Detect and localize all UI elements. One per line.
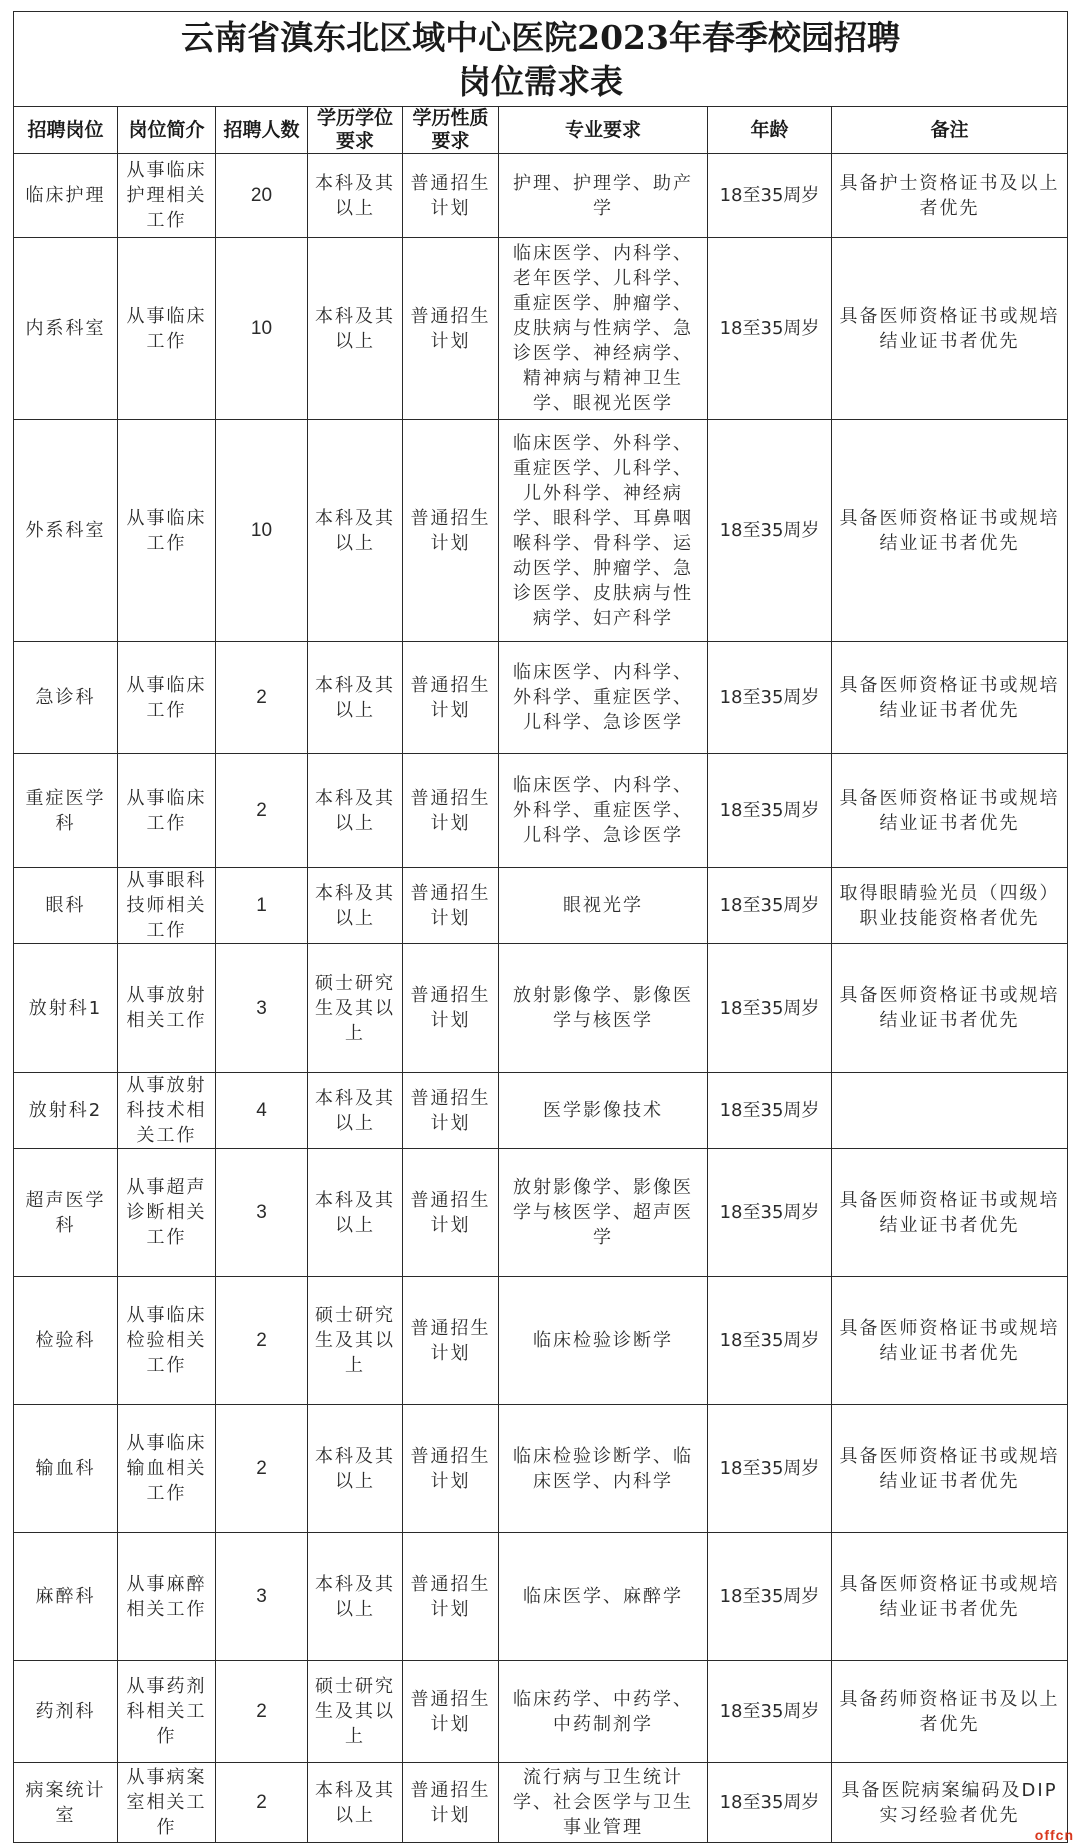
table-row [14,1405,1068,1533]
cell-education: 本科及其以上 [308,754,403,868]
cell-description: 从事临床工作 [118,238,216,420]
cell-remarks: 具备医师资格证书或规培结业证书者优先 [832,238,1068,420]
cell-age: 18至35周岁 [708,1763,832,1843]
cell-age: 18至35周岁 [708,754,832,868]
cell-major: 流行病与卫生统计学、社会医学与卫生事业管理 [499,1763,708,1843]
cell-education: 本科及其以上 [308,642,403,754]
cell-age: 18至35周岁 [708,1277,832,1405]
cell-education: 本科及其以上 [308,868,403,944]
cell-position: 检验科 [14,1277,118,1405]
cell-count: 2 [216,1277,308,1405]
cell-position: 外系科室 [14,420,118,642]
header-remarks: 备注 [832,107,1068,154]
cell-major: 眼视光学 [499,868,708,944]
cell-age: 18至35周岁 [708,1405,832,1533]
cell-count: 2 [216,1661,308,1763]
cell-position: 超声医学科 [14,1149,118,1277]
header-count: 招聘人数 [216,107,308,154]
cell-description: 从事放射相关工作 [118,944,216,1073]
cell-remarks: 具备医师资格证书或规培结业证书者优先 [832,1533,1068,1661]
table-row [14,642,1068,754]
cell-position: 放射科1 [14,944,118,1073]
cell-education-type: 普通招生计划 [403,1405,499,1533]
cell-education: 硕士研究生及其以上 [308,1277,403,1405]
watermark: offcn [1034,1827,1074,1843]
cell-major: 放射影像学、影像医学与核医学、超声医学 [499,1149,708,1277]
cell-age: 18至35周岁 [708,1073,832,1149]
cell-position: 重症医学科 [14,754,118,868]
table-row [14,1073,1068,1149]
cell-count: 3 [216,944,308,1073]
cell-description: 从事放射科技术相关工作 [118,1073,216,1149]
cell-description: 从事药剂科相关工作 [118,1661,216,1763]
cell-education: 本科及其以上 [308,1073,403,1149]
cell-education-type: 普通招生计划 [403,420,499,642]
recruitment-table [13,11,1068,1843]
cell-position: 药剂科 [14,1661,118,1763]
header-description: 岗位简介 [118,107,216,154]
cell-education-type: 普通招生计划 [403,1149,499,1277]
cell-education: 本科及其以上 [308,154,403,238]
cell-count: 2 [216,642,308,754]
table-row [14,1661,1068,1763]
cell-major: 放射影像学、影像医学与核医学 [499,944,708,1073]
cell-age: 18至35周岁 [708,154,832,238]
cell-education: 本科及其以上 [308,1405,403,1533]
header-education-type: 学历性质要求 [403,107,499,154]
cell-count: 10 [216,420,308,642]
cell-description: 从事临床工作 [118,420,216,642]
table-row [14,1533,1068,1661]
title-line-1: 云南省滇东北区域中心医院2023年春季校园招聘 [181,18,900,57]
table-row [14,1763,1068,1843]
recruitment-sheet [13,11,1067,1843]
header-position: 招聘岗位 [14,107,118,154]
cell-position: 临床护理 [14,154,118,238]
header-age: 年龄 [708,107,832,154]
cell-education: 本科及其以上 [308,238,403,420]
cell-education: 本科及其以上 [308,1533,403,1661]
cell-education-type: 普通招生计划 [403,1763,499,1843]
cell-position: 输血科 [14,1405,118,1533]
header-row [14,107,1068,154]
cell-major: 临床医学、外科学、重症医学、儿科学、儿外科学、神经病学、眼科学、耳鼻咽喉科学、骨科学、运动医学、肿瘤学、急诊医学、皮肤病与性病学、妇产科学 [499,420,708,642]
cell-remarks: 具备医师资格证书或规培结业证书者优先 [832,642,1068,754]
cell-remarks: 具备医师资格证书或规培结业证书者优先 [832,1405,1068,1533]
cell-age: 18至35周岁 [708,642,832,754]
cell-count: 2 [216,1763,308,1843]
cell-position: 内系科室 [14,238,118,420]
cell-count: 4 [216,1073,308,1149]
cell-major: 临床医学、内科学、老年医学、儿科学、重症医学、肿瘤学、皮肤病与性病学、急诊医学、神经病学、精神病与精神卫生学、眼视光医学 [499,238,708,420]
table-row [14,1277,1068,1405]
cell-count: 10 [216,238,308,420]
cell-description: 从事超声诊断相关工作 [118,1149,216,1277]
cell-age: 18至35周岁 [708,420,832,642]
cell-major: 临床检验诊断学、临床医学、内科学 [499,1405,708,1533]
cell-description: 从事临床工作 [118,642,216,754]
cell-education-type: 普通招生计划 [403,238,499,420]
header-education: 学历学位要求 [308,107,403,154]
cell-age: 18至35周岁 [708,238,832,420]
cell-education-type: 普通招生计划 [403,944,499,1073]
cell-education-type: 普通招生计划 [403,754,499,868]
cell-education: 本科及其以上 [308,1149,403,1277]
cell-education: 本科及其以上 [308,1763,403,1843]
cell-education-type: 普通招生计划 [403,154,499,238]
cell-age: 18至35周岁 [708,944,832,1073]
cell-position: 麻醉科 [14,1533,118,1661]
cell-major: 临床医学、内科学、外科学、重症医学、儿科学、急诊医学 [499,642,708,754]
cell-count: 2 [216,1405,308,1533]
table-row [14,238,1068,420]
header-major: 专业要求 [499,107,708,154]
cell-remarks: 取得眼睛验光员（四级）职业技能资格者优先 [832,868,1068,944]
cell-position: 放射科2 [14,1073,118,1149]
cell-description: 从事临床护理相关工作 [118,154,216,238]
cell-age: 18至35周岁 [708,1661,832,1763]
table-row [14,420,1068,642]
cell-position: 病案统计室 [14,1763,118,1843]
cell-count: 20 [216,154,308,238]
cell-education-type: 普通招生计划 [403,1073,499,1149]
table-row [14,1149,1068,1277]
cell-remarks: 具备医院病案编码及DIP实习经验者优先 [832,1763,1068,1843]
table-row [14,944,1068,1073]
cell-remarks: 具备医师资格证书或规培结业证书者优先 [832,754,1068,868]
cell-remarks [832,1073,1068,1149]
cell-major: 临床药学、中药学、中药制剂学 [499,1661,708,1763]
cell-remarks: 具备医师资格证书或规培结业证书者优先 [832,1149,1068,1277]
page-title [14,12,1068,107]
cell-education: 本科及其以上 [308,420,403,642]
cell-major: 护理、护理学、助产学 [499,154,708,238]
cell-remarks: 具备医师资格证书或规培结业证书者优先 [832,1277,1068,1405]
cell-education-type: 普通招生计划 [403,1533,499,1661]
cell-age: 18至35周岁 [708,1149,832,1277]
cell-education-type: 普通招生计划 [403,868,499,944]
title-line-2: 岗位需求表 [458,62,624,101]
cell-major: 临床医学、麻醉学 [499,1533,708,1661]
table-row [14,868,1068,944]
cell-position: 眼科 [14,868,118,944]
cell-education-type: 普通招生计划 [403,1661,499,1763]
cell-age: 18至35周岁 [708,1533,832,1661]
cell-major: 临床医学、内科学、外科学、重症医学、儿科学、急诊医学 [499,754,708,868]
cell-education-type: 普通招生计划 [403,642,499,754]
cell-description: 从事病案室相关工作 [118,1763,216,1843]
cell-count: 2 [216,754,308,868]
cell-remarks: 具备护士资格证书及以上者优先 [832,154,1068,238]
table-body [14,154,1068,1843]
cell-description: 从事麻醉相关工作 [118,1533,216,1661]
title-row [14,12,1068,107]
cell-position: 急诊科 [14,642,118,754]
cell-major: 医学影像技术 [499,1073,708,1149]
cell-education-type: 普通招生计划 [403,1277,499,1405]
cell-description: 从事临床检验相关工作 [118,1277,216,1405]
cell-count: 3 [216,1149,308,1277]
cell-major: 临床检验诊断学 [499,1277,708,1405]
cell-education: 硕士研究生及其以上 [308,944,403,1073]
cell-description: 从事眼科技师相关工作 [118,868,216,944]
cell-description: 从事临床输血相关工作 [118,1405,216,1533]
cell-remarks: 具备药师资格证书及以上者优先 [832,1661,1068,1763]
table-row [14,154,1068,238]
cell-count: 3 [216,1533,308,1661]
cell-description: 从事临床工作 [118,754,216,868]
cell-education: 硕士研究生及其以上 [308,1661,403,1763]
table-row [14,754,1068,868]
cell-count: 1 [216,868,308,944]
cell-remarks: 具备医师资格证书或规培结业证书者优先 [832,420,1068,642]
cell-age: 18至35周岁 [708,868,832,944]
cell-remarks: 具备医师资格证书或规培结业证书者优先 [832,944,1068,1073]
